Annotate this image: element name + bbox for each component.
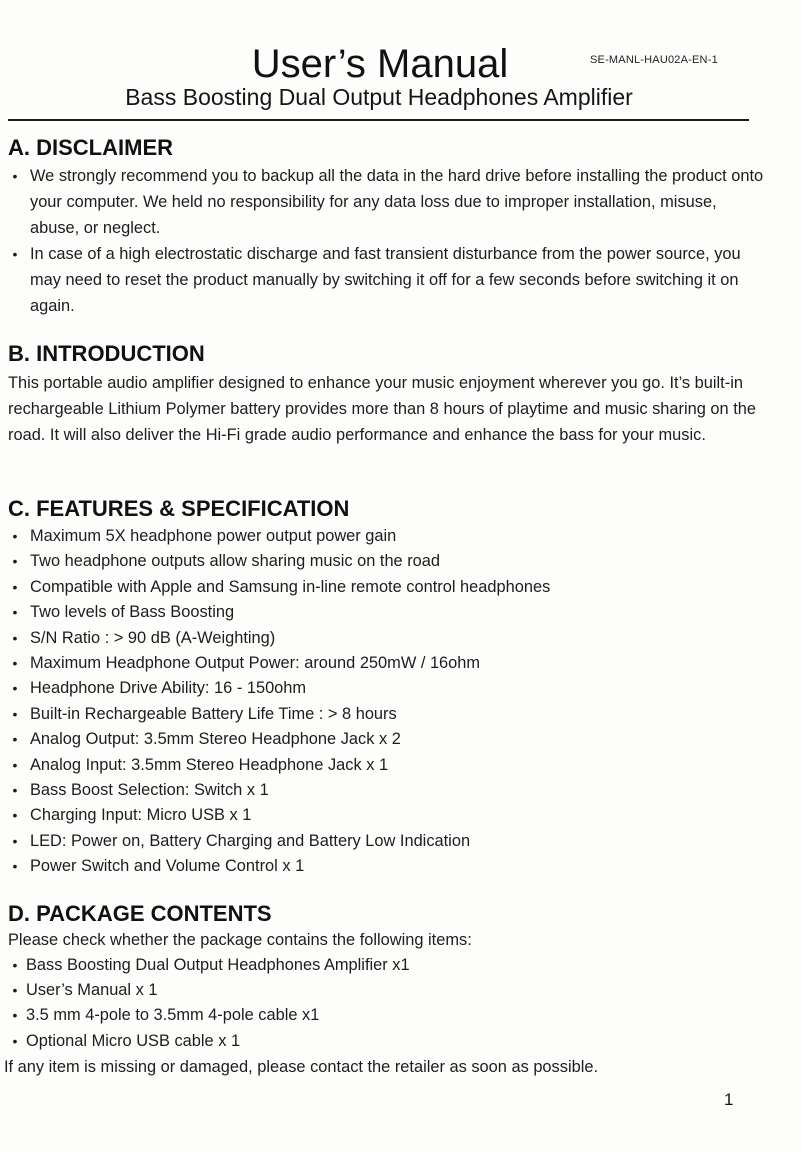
- page-number: 1: [724, 1090, 734, 1109]
- section-heading-package: D. PACKAGE CONTENTS: [8, 901, 272, 926]
- list-item-text: Analog Input: 3.5mm Stereo Headphone Jack x 1: [30, 755, 389, 774]
- bullet-icon: •: [12, 756, 18, 773]
- package-list: [8, 953, 768, 1054]
- list-item: [8, 600, 768, 625]
- section-disclaimer: [8, 134, 768, 319]
- section-heading-features: C. FEATURES & SPECIFICATION: [8, 496, 350, 521]
- section-introduction: [8, 340, 768, 448]
- list-item-text: Maximum Headphone Output Power: around 250mW / 16ohm: [30, 654, 481, 673]
- list-item: [8, 803, 768, 828]
- list-item-text: Optional Micro USB cable x 1: [26, 1031, 241, 1050]
- bullet-icon: •: [12, 1032, 18, 1049]
- section-heading-introduction: B. INTRODUCTION: [8, 341, 205, 366]
- bullet-icon: •: [12, 680, 18, 697]
- list-item-text: Two levels of Bass Boosting: [30, 603, 235, 622]
- bullet-icon: •: [12, 731, 18, 748]
- section-package-contents: [4, 900, 768, 1080]
- list-item-text: LED: Power on, Battery Charging and Battery Low Indication: [30, 831, 471, 850]
- section-features: [8, 495, 768, 880]
- list-item-text: Bass Boosting Dual Output Headphones Amplifier x1: [26, 956, 410, 974]
- list-item-text: Headphone Drive Ability: 16 - 150ohm: [30, 679, 307, 698]
- list-item-text: Compatible with Apple and Samsung in-line remote control headphones: [30, 577, 551, 596]
- list-item-text: S/N Ratio : > 90 dB (A-Weighting): [30, 628, 276, 647]
- document-code: SE-MANL-HAU02A-EN-1: [590, 54, 718, 66]
- list-item: [8, 978, 768, 1003]
- package-intro: Please check whether the package contains the following items:: [8, 931, 472, 949]
- list-item: [8, 676, 768, 701]
- list-item: [8, 1029, 768, 1054]
- list-item-text: In case of a high electrostatic discharge and fast transient disturbance from the power source, you may need to reset the product manually by switching it off for a few seconds before switching it on again.: [30, 245, 741, 315]
- bullet-icon: •: [12, 832, 18, 849]
- bullet-icon: •: [12, 168, 18, 184]
- list-item: [8, 829, 768, 854]
- list-item-text: Built-in Rechargeable Battery Life Time : > 8 hours: [30, 704, 397, 723]
- introduction-text: This portable audio amplifier designed to enhance your music enjoyment wherever you go. It’s built-in rechargeable Lithium Polymer battery provides more than 8 hours of playtime and music sharing on the road. It will also deliver the Hi-Fi grade audio performance and enhance the bass for your music.: [8, 374, 756, 444]
- list-item: [8, 524, 768, 549]
- list-item: [8, 549, 768, 574]
- bullet-icon: •: [12, 982, 18, 999]
- list-item: [8, 626, 768, 651]
- features-list: [8, 524, 768, 880]
- list-item-text: Two headphone outputs allow sharing music on the road: [30, 552, 441, 571]
- list-item: [8, 1003, 768, 1028]
- bullet-icon: •: [12, 705, 18, 722]
- bullet-icon: •: [12, 807, 18, 824]
- list-item: [8, 163, 768, 241]
- list-item-text: Bass Boost Selection: Switch x 1: [30, 781, 269, 800]
- list-item: [8, 651, 768, 676]
- bullet-icon: •: [12, 578, 18, 595]
- bullet-icon: •: [12, 1007, 18, 1024]
- bullet-icon: •: [12, 782, 18, 799]
- list-item-text: Analog Output: 3.5mm Stereo Headphone Jack x 2: [30, 730, 401, 749]
- list-item: [8, 953, 768, 978]
- bullet-icon: •: [12, 553, 18, 570]
- list-item-text: 3.5 mm 4-pole to 3.5mm 4-pole cable x1: [26, 1006, 320, 1025]
- product-subtitle: Bass Boosting Dual Output Headphones Amplifier: [125, 84, 633, 110]
- bullet-icon: •: [12, 528, 18, 544]
- bullet-icon: •: [12, 858, 18, 875]
- page-title: User’s Manual: [251, 42, 509, 86]
- list-item-text: We strongly recommend you to backup all the data in the hard drive before installing the product onto your computer. We held no responsibility for any data loss due to improper installation, misuse, abuse, or neglect.: [30, 167, 764, 237]
- list-item: [8, 702, 768, 727]
- disclaimer-list: [8, 163, 768, 319]
- list-item: [8, 241, 768, 319]
- list-item: [8, 727, 768, 752]
- bullet-icon: •: [12, 629, 18, 646]
- list-item: [8, 778, 768, 803]
- list-item-text: Power Switch and Volume Control x 1: [30, 857, 305, 876]
- bullet-icon: •: [12, 246, 18, 262]
- package-outro: If any item is missing or damaged, please contact the retailer as soon as possible.: [4, 1057, 599, 1076]
- list-item-text: User’s Manual x 1: [26, 981, 158, 1000]
- header-divider: [8, 119, 749, 121]
- list-item-text: Charging Input: Micro USB x 1: [30, 806, 252, 825]
- list-item: [8, 854, 768, 879]
- section-heading-disclaimer: A. DISCLAIMER: [8, 135, 173, 160]
- list-item: [8, 575, 768, 600]
- bullet-icon: •: [12, 957, 18, 973]
- list-item: [8, 753, 768, 778]
- list-item-text: Maximum 5X headphone power output power gain: [30, 527, 397, 545]
- bullet-icon: •: [12, 604, 18, 621]
- bullet-icon: •: [12, 655, 18, 672]
